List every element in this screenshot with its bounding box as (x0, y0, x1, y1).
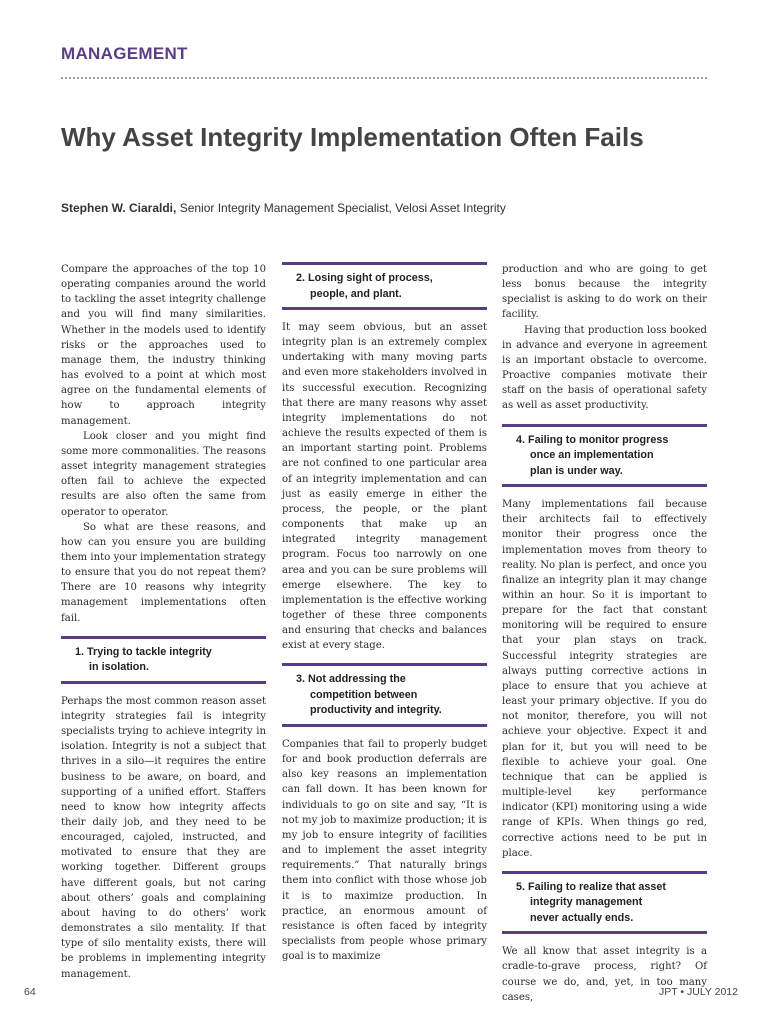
byline (61, 201, 707, 215)
intro-paragraph-2: Look closer and you might find some more commonalities. The reasons asset integrity management strategies often fail to achieve the expected results are also often the same from operator to operator. (61, 430, 266, 518)
subheading-3-line-3: productivity and integrity. (310, 704, 442, 717)
page-number: 64 (24, 986, 36, 998)
subheading-4-line-3: plan is under way. (530, 464, 623, 477)
section-2-body: It may seem obvious, but an asset integrity plan is an extremely complex undertaking with many moving parts and even more stakeholders involved in its successful execution. Recognizing that there are many reasons why asset integrity implementations do not achieve the results expected of them is an important starting point. Problems are not confined to one particular area of an integrity implementation and can just as easily emerge in either the process, the people, or the plant components that make up an integrated integrity management program. Focus too narrowly on one area and you can be sure problems will emerge elsewhere. The key to implementation is the effective working together of these three components and ensuring that checks and balances exist at every stage. (282, 322, 487, 652)
issue-label: JPT • JULY 2012 (659, 986, 738, 998)
section-4-body: Many implementations fail because their architects fail to effectively monitor their progress once the implementation moves from theory to reality. No plan is perfect, and once you finalize an integrity plan it may change within an hour. So it is important to prepare for the fact that constant monitoring will be required to ensure that your plan stays on track. Successful integrity strategies are always putting corrective actions in place to ensure that you achieve at least your primary objective. If you do not monitor, therefore, you will not achieve your objective. Expect it and plan for it, but you will need to be flexible to achieve your goal. One technique that can be applied is multiple-level key performance indicator (KPI) monitoring using a wide range of KPIs. When things go red, corrective actions need to be put in place. (502, 499, 707, 859)
subheading-3-line-1: 3. Not addressing the (296, 673, 406, 686)
subheading-4-line-2: once an implementation (530, 449, 654, 462)
subheading-3-line-2: competition between (310, 688, 418, 701)
section-5-body: We all know that asset integrity is a cradle-to-grave process, right? Of course we do, and, yet, in too many cases, (502, 946, 707, 1003)
column-3 (502, 262, 707, 1005)
subheading-2-line-1: 2. Losing sight of process, (296, 272, 433, 284)
section-3-body-continued: production and who are going to get less bonus because the integrity specialist is asking to do work on their facility. (502, 264, 707, 321)
section-label: MANAGEMENT (61, 44, 188, 63)
author-role: Senior Integrity Management Specialist, Velosi Asset Integrity (179, 201, 506, 215)
intro-paragraph-1: Compare the approaches of the top 10 operating companies around the world to tackling the asset integrity challenge and you will find many similarities. Whether in the models used to identify risks or the approaches used to manage them, the industry thinking has evolved to a point at which most agree on the fundamental elements of how to approach integrity management. (61, 264, 266, 427)
author-name: Stephen W. Ciaraldi, (61, 201, 177, 215)
subheading-5 (502, 871, 707, 935)
subheading-2 (282, 262, 487, 310)
subheading-4 (502, 424, 707, 488)
subheading-5-line-1: 5. Failing to realize that asset (516, 880, 667, 893)
subheading-1-line-1: 1. Trying to tackle integrity (75, 645, 212, 658)
subheading-5-line-2: integrity management (530, 896, 643, 909)
subheading-5-line-3: never actually ends. (530, 911, 634, 924)
column-1 (61, 262, 266, 982)
subheading-2-line-2: people, and plant. (310, 287, 402, 300)
section-1-body: Perhaps the most common reason asset integrity strategies fail is integrity specialists trying to achieve integrity in isolation. Integrity is not a subject that thrives in a silo—it requires the entire business to be aware, on board, and supporting of a unified effort. Staffers need to know how integrity affects their daily job, and they need to be encouraged, cajoled, instructed, and motivated to ensure that they are working together. Different groups have different goals, but not caring about others’ goals and complaining about having to do others’ work demonstrates a silo mentality. If that type of silo mentality exists, there will be problems in implementing integrity management. (61, 695, 266, 980)
section-3-body-paragraph-2: Having that production loss booked in advance and everyone in agreement is an important obstacle to overcome. Proactive companies motivate their staff on the basis of operational safety as well as asset productivity. (502, 324, 707, 412)
column-2 (282, 262, 487, 964)
subheading-1-line-2: in isolation. (89, 661, 149, 674)
subheading-3 (282, 663, 487, 727)
subheading-4-line-1: 4. Failing to monitor progress (516, 433, 669, 446)
subheading-1 (61, 636, 266, 684)
dotted-divider (61, 77, 707, 79)
intro-paragraph-3: So what are these reasons, and how can you ensure you are building them into your implementation strategy to ensure that you do not repeat them? There are 10 reasons why integrity management implementations often fail. (61, 521, 266, 624)
section-3-body: Companies that fail to properly budget for and book production deferrals are also key reasons an implementation can fall down. It has been known for individuals to go on site and say, “It is not my job to maximize production; it is my job to ensure integrity of facilities and to implement the asset integrity requirements.” That naturally brings them into conflict with those whose job it is to maximize production. In practice, an enormous amount of resistance is often faced by integrity specialists from people whose primary goal is to maximize (282, 738, 487, 963)
article-title: Why Asset Integrity Implementation Often Fails (61, 122, 644, 152)
